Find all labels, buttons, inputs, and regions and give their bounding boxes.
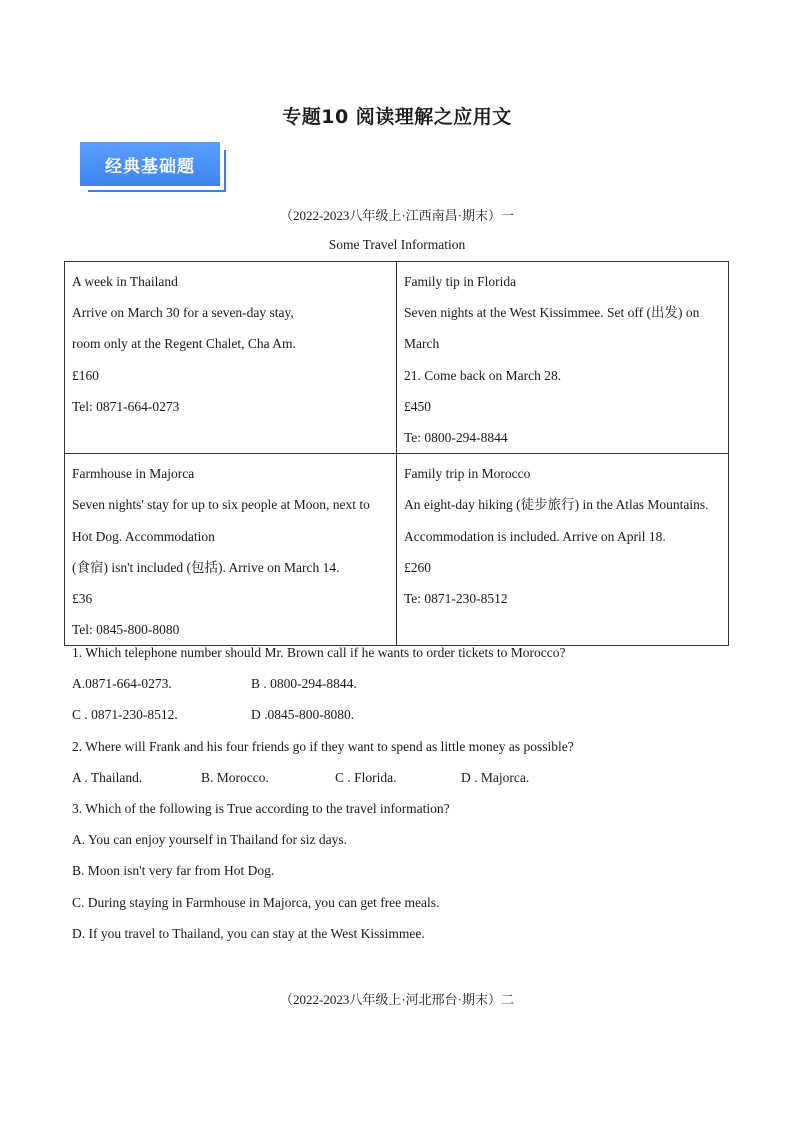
cell-price: £450 xyxy=(404,398,431,414)
q2-option-c: C . Florida. xyxy=(335,770,397,785)
cell-line: room only at the Regent Chalet, Cha Am. xyxy=(72,336,296,352)
cell-heading: Family tip in Florida xyxy=(404,274,517,289)
cell-phone: Tel: 0871-664-0273 xyxy=(72,398,180,414)
cell-price: £260 xyxy=(404,559,431,575)
q1-option-b: B . 0800-294-8844. xyxy=(251,676,357,691)
cell-majorca xyxy=(65,454,397,646)
q3-option-b: B. Moon isn't very far from Hot Dog. xyxy=(72,863,275,878)
question-2: 2. Where will Frank and his four friends go if they want to spend as little money as possible? xyxy=(72,739,574,754)
badge-label: 经典基础题 xyxy=(105,156,195,177)
cell-thailand xyxy=(65,262,397,454)
cell-line: (食宿) isn't included (包括). Arrive on March 14. xyxy=(72,559,340,575)
cell-line: Arrive on March 30 for a seven-day stay, xyxy=(72,305,294,321)
cell-price: £36 xyxy=(72,591,93,607)
cell-line: Accommodation is included. Arrive on April 18. xyxy=(404,528,666,544)
travel-info-table xyxy=(64,261,729,646)
cell-price: £160 xyxy=(72,367,99,383)
question-1: 1. Which telephone number should Mr. Brown call if he wants to order tickets to Morocco? xyxy=(72,645,566,660)
cell-heading: A week in Thailand xyxy=(72,274,178,289)
table-row xyxy=(65,262,729,454)
q3-option-a: A. You can enjoy yourself in Thailand for siz days. xyxy=(72,832,347,847)
cell-phone: Te: 0871-230-8512 xyxy=(404,591,508,607)
cell-morocco xyxy=(397,454,729,646)
badge-box xyxy=(80,142,220,186)
cell-heading: Farmhouse in Majorca xyxy=(72,466,195,482)
page-title: 专题10 阅读理解之应用文 xyxy=(282,106,512,128)
cell-line: 21. Come back on March 28. xyxy=(404,367,562,383)
q1-option-c: C . 0871-230-8512. xyxy=(72,707,178,722)
table-title: Some Travel Information xyxy=(328,237,466,252)
cell-phone: Te: 0800-294-8844 xyxy=(404,430,508,446)
source-line-1: （2022-2023八年级上·江西南昌·期末）一 xyxy=(280,208,514,223)
cell-florida xyxy=(397,262,729,454)
cell-phone: Tel: 0845-800-8080 xyxy=(72,622,180,638)
table-row xyxy=(65,454,729,646)
cell-heading: Family trip in Morocco xyxy=(404,466,531,482)
cell-line: Seven nights' stay for up to six people at Moon, next to Hot Dog. Accommodation xyxy=(72,497,370,544)
q2-option-b: B. Morocco. xyxy=(201,770,269,785)
question-3: 3. Which of the following is True according to the travel information? xyxy=(72,801,450,816)
q2-option-a: A . Thailand. xyxy=(72,770,143,785)
q1-option-a: A.0871-664-0273. xyxy=(72,676,172,691)
q3-option-c: C. During staying in Farmhouse in Majorca, you can get free meals. xyxy=(72,895,440,910)
q3-option-d: D. If you travel to Thailand, you can stay at the West Kissimmee. xyxy=(72,926,425,941)
q1-option-d: D .0845-800-8080. xyxy=(251,707,355,722)
cell-line: Seven nights at the West Kissimmee. Set off (出发) on March xyxy=(404,305,700,352)
q2-option-d: D . Majorca. xyxy=(461,770,530,785)
section-badge xyxy=(80,142,228,194)
cell-line: An eight-day hiking (徒步旅行) in the Atlas Mountains. xyxy=(404,497,709,513)
source-line-2: （2022-2023八年级上·河北邢台·期末）二 xyxy=(280,992,514,1007)
